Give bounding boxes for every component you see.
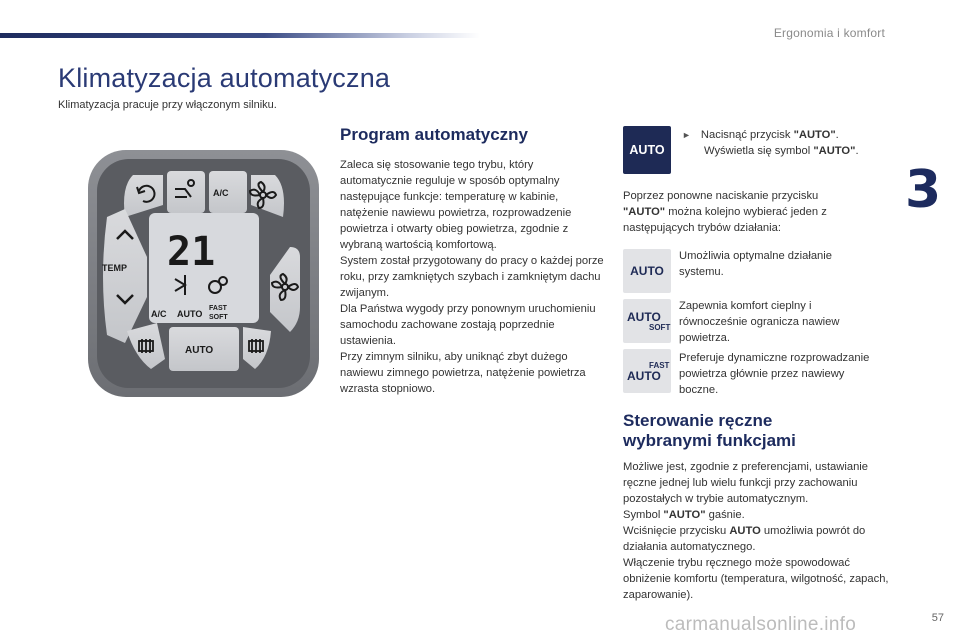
manual-control-text [623, 459, 898, 603]
repeat-bold: "AUTO" [623, 206, 666, 218]
display-auto-label: AUTO [177, 309, 203, 319]
auto-mode-icon [623, 249, 671, 293]
bullet-arrow-icon: ► [682, 130, 691, 140]
mode-icon-label: AUTO [627, 309, 661, 324]
auto-program-heading: Program automatyczny [340, 125, 528, 144]
temp-label: TEMP [102, 263, 128, 273]
step-instruction [682, 127, 859, 159]
temperature-display: 21 [167, 229, 216, 275]
page-number: 57 [931, 612, 944, 624]
auto-button-icon: AUTO [623, 126, 671, 174]
auto-program-text [340, 157, 608, 397]
auto-soft-mode-icon [623, 299, 671, 343]
manual-bold: "AUTO" [663, 509, 706, 521]
mode-description: Zapewnia komfort cieplny i równocześnie ogranicza nawiew powietrza. [679, 300, 840, 344]
page-subtitle: Klimatyzacja pracuje przy włączonym silniku. [58, 99, 277, 111]
auto-program-paragraph: Zaleca się stosowanie tego trybu, który automatycznie reguluje w sposób optymalny następujące funkcje: temperaturę w kabinie, natężenie nawiewu powietrza, rozprowadzenie powietrza i otwarty obieg powietrza, zgodnie z wybraną wartością komfortową. [340, 159, 572, 251]
display-ac-label: A/C [151, 309, 167, 319]
step-bold: "AUTO" [793, 129, 836, 141]
heading-line: wybranymi funkcjami [623, 431, 796, 450]
mode-icon-label: AUTO [630, 264, 664, 278]
mode-icon-label: AUTO [627, 368, 661, 383]
auto-button-label: AUTO [185, 345, 214, 356]
manual-bold: AUTO [729, 525, 761, 537]
front-defrost-icon [249, 339, 263, 353]
manual-text: gaśnie. [705, 509, 745, 521]
manual-paragraph [623, 523, 898, 555]
manual-text: Wciśnięcie przycisku [623, 525, 730, 537]
step-text: Nacisnąć przycisk [700, 129, 794, 141]
manual-text: Symbol [623, 509, 664, 521]
manual-control-heading [623, 411, 903, 451]
mode-icon-sublabel: SOFT [649, 322, 671, 332]
manual-paragraph [623, 507, 898, 523]
step-bold: "AUTO" [813, 145, 856, 157]
watermark: carmanualsonline.info [665, 614, 857, 635]
step-text: Wyświetla się symbol [704, 145, 814, 157]
page-title: Klimatyzacja automatyczna [58, 63, 391, 93]
rear-defrost-icon [139, 339, 153, 353]
mode-description: Umożliwia optymalne działanie systemu. [679, 250, 832, 278]
ac-label-top: A/C [213, 188, 229, 198]
climate-control-panel [85, 147, 322, 400]
header-bar [0, 33, 480, 38]
mode-description: Preferuje dynamiczne rozprowadzanie powietrza głównie przez nawiewy boczne. [679, 352, 870, 396]
repeat-paragraph [623, 188, 898, 236]
display-soft-label: SOFT [209, 314, 228, 321]
mode-icon-sublabel: FAST [649, 360, 670, 370]
repeat-text: można kolejno wybierać jeden z następujących trybów działania: [623, 206, 827, 234]
repeat-text: Poprzez ponowne naciskanie przycisku [623, 190, 819, 202]
section-label: Ergonomia i komfort [773, 26, 885, 40]
auto-program-paragraph: Przy zimnym silniku, aby uniknąć zbyt dużego nawiewu zimnego powietrza, natężenie powietrza wzrasta stopniowo. [340, 351, 586, 395]
heading-line: Sterowanie ręczne [623, 411, 773, 430]
manual-paragraph: Możliwe jest, zgodnie z preferencjami, ustawianie ręczne jednej lub wielu funkcji przy zachowaniu pozostałych w trybie automatycznym. [623, 461, 868, 505]
step-end: . [835, 129, 839, 141]
auto-program-paragraph: Dla Państwa wygody przy ponownym uruchomieniu samochodu zachowane zostają poprzednie ustawienia. [340, 303, 596, 347]
step-end: . [855, 145, 859, 157]
auto-fast-mode-icon [623, 349, 671, 393]
auto-program-paragraph: System został przygotowany do pracy o każdej porze roku, przy zamkniętych szybach i zamkniętym dachu zwijanym. [340, 255, 604, 299]
manual-text: umożliwia powrót do działania automatycznego. [623, 525, 866, 553]
display-fast-label: FAST [209, 305, 227, 312]
chapter-number: 3 [905, 160, 942, 220]
manual-paragraph: Włączenie trybu ręcznego może spowodować obniżenie komfortu (temperatura, wilgotność, zapach, zaparowanie). [623, 557, 889, 601]
